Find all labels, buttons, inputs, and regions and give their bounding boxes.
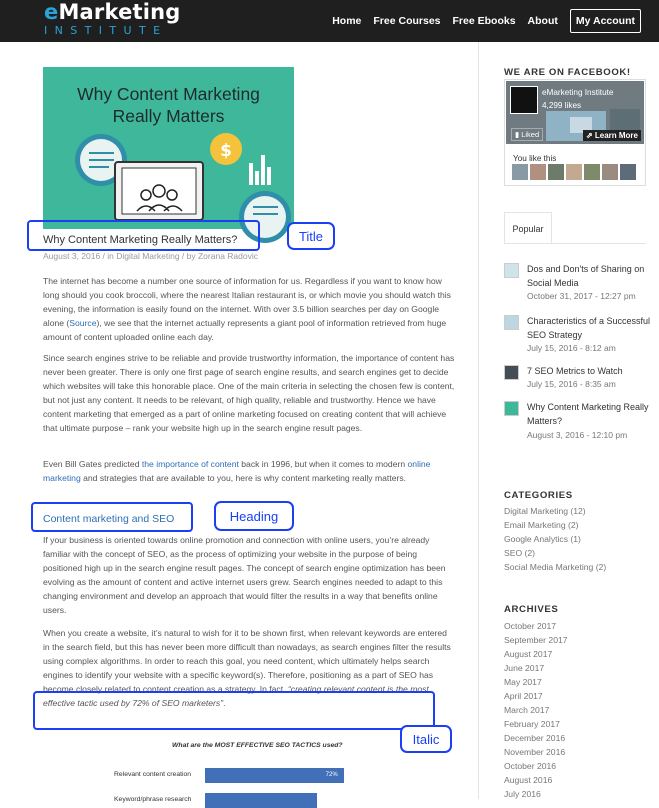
post-thumbnail — [504, 315, 519, 330]
archive-link[interactable]: April 2017 — [504, 691, 543, 701]
importance-of-content-link[interactable]: the importance of content — [141, 459, 239, 469]
facebook-you-like: You like this — [513, 154, 557, 163]
post-title[interactable]: Why Content Marketing Really Matters? — [43, 234, 238, 246]
chart-category-label: Keyword/phrase research — [114, 796, 192, 803]
chart-value-label: 72% — [325, 772, 338, 778]
nav-free-ebooks[interactable]: Free Ebooks — [452, 15, 516, 27]
archive-link[interactable]: October 2016 — [504, 761, 557, 771]
categories-list — [504, 504, 606, 574]
category-link[interactable]: Google Analytics (1) — [504, 534, 581, 544]
nav-about[interactable]: About — [527, 15, 558, 27]
facebook-friend-faces — [512, 164, 638, 180]
friend-avatar[interactable] — [566, 164, 582, 180]
category-link[interactable]: SEO (2) — [504, 548, 536, 558]
post-thumbnail — [504, 365, 519, 380]
archive-link[interactable]: June 2017 — [504, 663, 545, 673]
friend-avatar[interactable] — [512, 164, 528, 180]
archive-link[interactable]: October 2017 — [504, 621, 557, 631]
nav-home[interactable]: Home — [332, 15, 362, 27]
facebook-liked-button[interactable]: ▮ Liked — [511, 128, 543, 141]
friend-avatar[interactable] — [620, 164, 636, 180]
facebook-page-name[interactable]: eMarketing Institute — [542, 88, 614, 97]
paragraph-2: Since search engines strive to be reliable and provide trustworthy information, the importance of content has never been greater. There is only one first page of search engine results, and search engines get to decide which websites will take this honorable place. One of the main criteria in selecting the chosen few is content, but not just any content. It needs to be relevant, of high quality, reliable and trustworthy. Hence we have content marketing that emerged as a part of online marketing focused on creating content that will achieve that ultimate purpose – rank your website high up in the search engine result pages. — [43, 353, 455, 433]
content-marketing-illustration — [43, 67, 294, 229]
title-annotation-label: Title — [287, 222, 335, 250]
archive-link[interactable]: August 2017 — [504, 649, 553, 659]
chart-title: What are the MOST EFFECTIVE SEO TACTICS used? — [172, 742, 343, 749]
chart-bar — [205, 793, 317, 808]
chart-bar — [205, 768, 344, 783]
section-heading: Content marketing and SEO — [43, 513, 175, 525]
archive-link[interactable]: August 2016 — [504, 775, 553, 785]
site-logo[interactable]: eMarketing INSTITUTE — [44, 0, 181, 37]
archive-link[interactable]: November 2016 — [504, 747, 566, 757]
paragraph-4: If your business is oriented towards online promotion and connection with online users, you’re already familiar with the concept of SEO, as the process of optimizing your website in the purpose of being positioned high up in the search engine result pages. The concept of search engine optimization has been evolving as the amount of content and active internet users grew. Search engines needed to adapt to this changing environment and develop an approach that would filter the results in a way that benefits online users. — [43, 535, 446, 615]
italic-annotation-label: Italic — [400, 725, 452, 753]
friend-avatar[interactable] — [530, 164, 546, 180]
popular-post[interactable]: Dos and Don'ts of Sharing on Social Media October 31, 2017 - 12:27 pm — [504, 262, 654, 302]
facebook-heading: WE ARE ON FACEBOOK! — [504, 67, 631, 78]
facebook-widget[interactable] — [504, 79, 646, 186]
archive-link[interactable]: March 2017 — [504, 705, 550, 715]
archive-link[interactable]: September 2017 — [504, 635, 568, 645]
archives-list — [504, 619, 568, 801]
sidebar-divider — [478, 42, 479, 799]
top-navigation-bar — [0, 0, 659, 42]
category-link[interactable]: Digital Marketing — [116, 251, 180, 261]
archive-link[interactable]: May 2017 — [504, 677, 542, 687]
archives-heading: ARCHIVES — [504, 604, 559, 615]
chart-category-label: Relevant content creation — [114, 771, 192, 778]
post-thumbnail — [504, 401, 519, 416]
tab-popular[interactable]: Popular — [504, 212, 552, 244]
category-link[interactable]: Social Media Marketing (2) — [504, 562, 607, 572]
archive-link[interactable]: February 2017 — [504, 719, 560, 729]
italic-annotation-box — [33, 691, 435, 730]
friend-avatar[interactable] — [584, 164, 600, 180]
popular-post[interactable]: Why Content Marketing Really Matters? August 3, 2016 - 12:10 pm — [504, 400, 654, 444]
source-link[interactable]: Source — [69, 318, 97, 328]
heading-annotation-label: Heading — [214, 501, 294, 531]
post-thumbnail — [504, 263, 519, 278]
tab-underline — [504, 243, 646, 244]
my-account-button[interactable]: My Account — [570, 9, 641, 33]
featured-image[interactable] — [43, 67, 294, 229]
facebook-learn-more-button[interactable]: ⇗ Learn More — [583, 130, 641, 141]
friend-avatar[interactable] — [548, 164, 564, 180]
popular-post[interactable]: 7 SEO Metrics to Watch July 15, 2016 - 8:35 am — [504, 364, 654, 392]
archive-link[interactable]: July 2016 — [504, 789, 541, 799]
facebook-cover — [506, 81, 644, 144]
paragraph-3: Even Bill Gates predicted the importance of content back in 1996, but when it comes to modern online marketing and strategies that are available to you, here is why content marketing really matters. — [43, 459, 431, 483]
nav-free-courses[interactable]: Free Courses — [373, 15, 441, 27]
category-link[interactable]: Digital Marketing (12) — [504, 506, 586, 516]
featured-image-title: Why Content Marketing Really Matters — [77, 84, 260, 126]
paragraph-5: When you create a website, it’s natural to wish for it to be shown first, when relevant keywords are entered in the search field, but this has never been more difficult than nowadays, as search engines filter the results using complex algorithms. In order to reach this goal, you need content, which ultimately helps search engines to identify your website with a specific keyword(s). Therefore, positioning as a part of SEO has become closely related to content creation as a strategy. In fact, “creating relevant content is the most effective tactic used by 72% of SEO marketers”. — [43, 628, 451, 708]
svg-text:$: $ — [220, 141, 232, 161]
main-nav — [320, 9, 641, 33]
paragraph-1: The internet has become a number one source of information for us. Regardless if you want to know how long should you cook broccoli, where the nearest Italian restaurant is, or which movie you should watch this evening, the information is easily found on the internet. With over 3.5 billion searches per day on Google alone (Source), we see that the internet actually represents a giant pool of information retrieved from huge amount of content uploaded online each day. — [43, 276, 451, 342]
popular-post[interactable]: Characteristics of a Successful SEO Strategy July 15, 2016 - 8:12 am — [504, 314, 654, 354]
facebook-page-avatar — [510, 86, 538, 114]
friend-avatar[interactable] — [602, 164, 618, 180]
categories-heading: CATEGORIES — [504, 490, 573, 501]
facebook-likes-count: 4,299 likes — [542, 101, 582, 110]
category-link[interactable]: Email Marketing (2) — [504, 520, 579, 530]
archive-link[interactable]: December 2016 — [504, 733, 566, 743]
post-meta: August 3, 2016 / in Digital Marketing / by Zorana Radovic — [43, 251, 258, 261]
online-marketing-link[interactable]: online marketing — [43, 459, 431, 483]
